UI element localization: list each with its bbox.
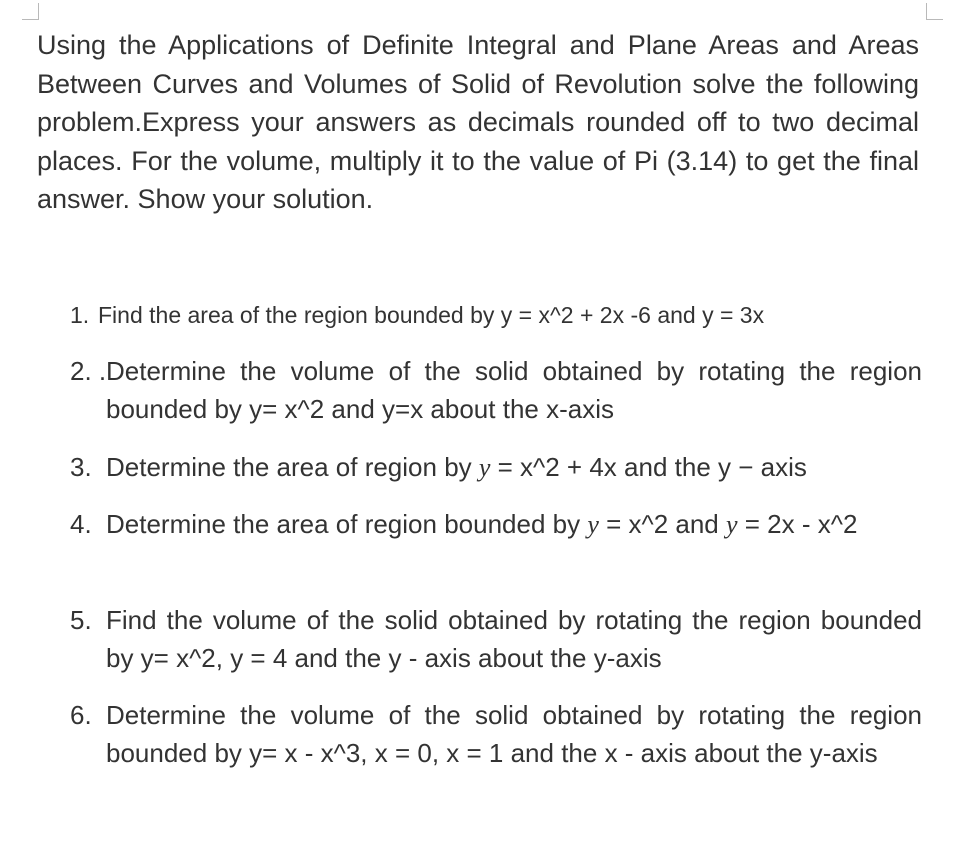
math-variable: y: [478, 453, 491, 482]
problem-item-5: [70, 601, 922, 677]
margin-corner-mark-right: [926, 3, 943, 20]
problem-text: Find the area of the region bounded by y = x^2 + 2x -6 and y = 3x: [98, 302, 765, 328]
problem-item-3: [70, 448, 922, 487]
problem-item-4: [70, 505, 922, 544]
problem-number: 5.: [70, 605, 92, 635]
problem-item-1: [70, 296, 922, 334]
problem-text: Determine the area of region bounded by y = x^2 and y = 2x - x^2: [106, 509, 858, 539]
problem-number: 4.: [70, 509, 92, 539]
intro-paragraph: Using the Applications of Definite Integral and Plane Areas and Areas Between Curves and Volumes of Solid of Revolution solve the following problem.Express your answers as decimals rounded off to two decimal places. For the volume, multiply it to the value of Pi (3.14) to get the final answer. Show your solution.: [37, 30, 919, 214]
problem-item-2: [70, 352, 922, 428]
problem-text: Determine the volume of the solid obtained by rotating the region bounded by y= x^2 and y=x about the x-axis: [106, 356, 922, 424]
problem-number: 2. .: [70, 356, 107, 386]
problem-number: 1.: [70, 302, 90, 328]
problem-item-6: [70, 696, 922, 772]
math-variable: y: [726, 510, 738, 539]
problem-text: Determine the volume of the solid obtained by rotating the region bounded by y= x - x^3, x = 0, x = 1 and the x - axis about the y-axis: [106, 700, 922, 768]
problem-number: 6.: [70, 700, 92, 730]
problem-text: Find the volume of the solid obtained by rotating the region bounded by y= x^2, y = 4 and the y - axis about the y-axis: [106, 605, 922, 673]
problem-text: Determine the area of region by y = x^2 + 4x and the y − axis: [106, 452, 807, 482]
problem-number: 3.: [70, 452, 92, 482]
math-variable: y: [587, 510, 599, 539]
margin-corner-mark-left: [22, 3, 39, 20]
